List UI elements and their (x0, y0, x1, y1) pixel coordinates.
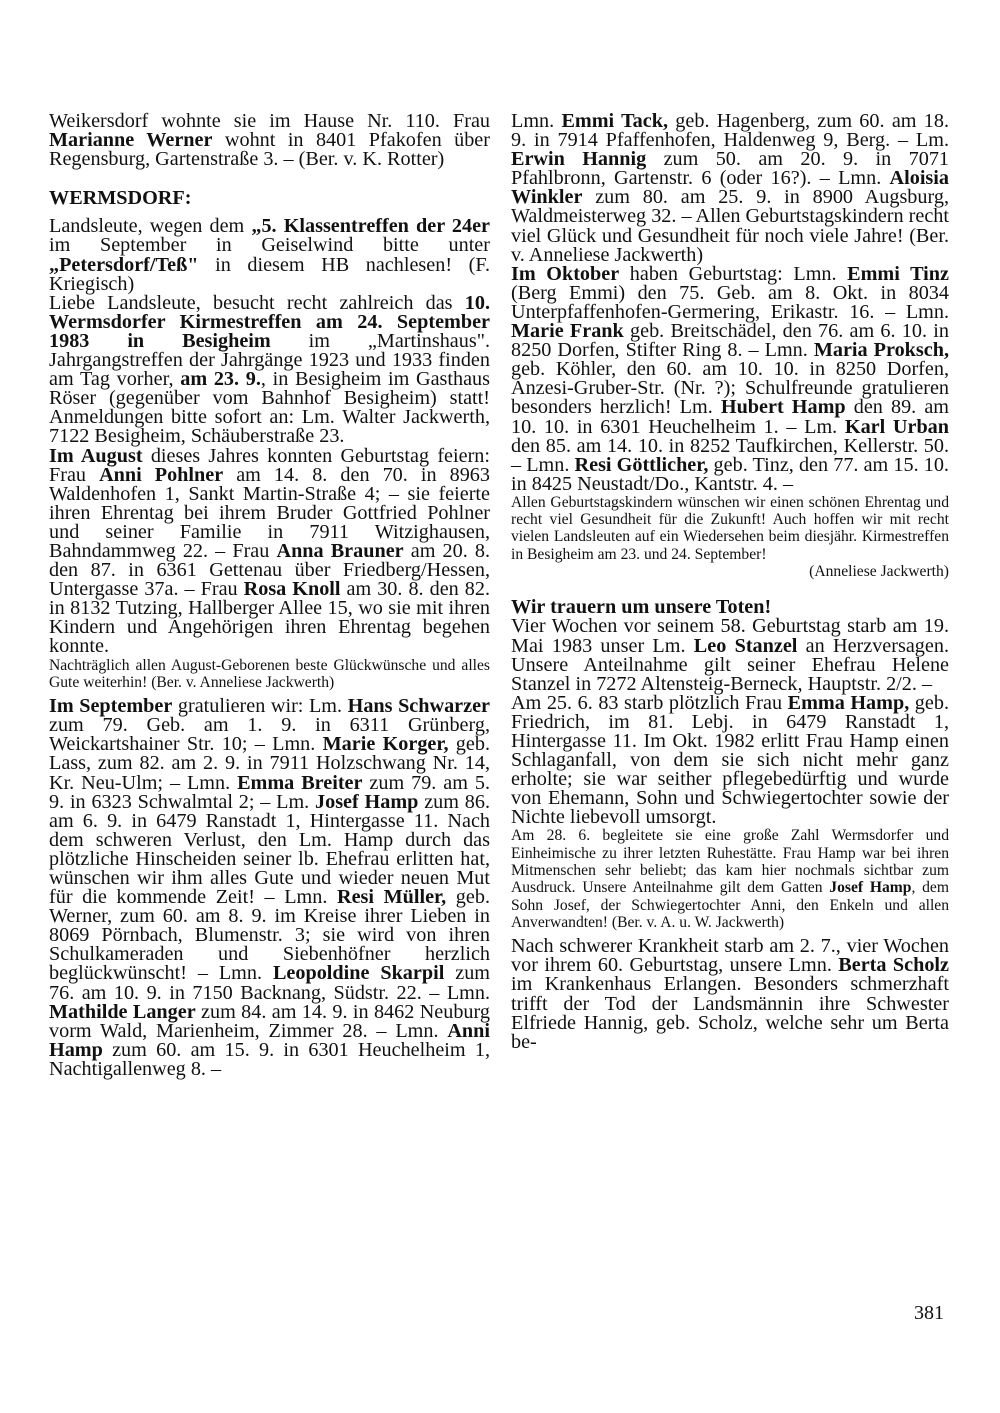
article-paragraph: Im August dieses Jahres konnten Geburtstag feiern: Frau Anni Pohlner am 14. 8. den 70. in 8963 Waldenhofen 1, Sankt Martin-Straße 4; – sie feierte ihren Ehrentag bei ihrem Bruder Gottfried Pohlner und seiner Familie in 7911 Witzighausen, Bahndammweg 22. – Frau Anna Brauner am 20. 8. den 87. in 6361 Gettenau über Friedberg/Hessen, Untergasse 37a. – Frau Rosa Knoll am 30. 8. den 82. in 8132 Tutzing, Hallberger Allee 15, wo sie mit ihren Kindern und Angehörigen ihren Ehrentag begehen konnte. (49, 444, 491, 658)
page-number: 381 (914, 1302, 944, 1324)
right-column (511, 112, 949, 1052)
author-signature: (Anneliese Jackwerth) (809, 563, 949, 581)
article-paragraph: Lmn. Emmi Tack, geb. Hagenberg, zum 60. am 18. 9. in 7914 Pfaffenhofen, Haldenweg 9, Berg. – Lm. Erwin Hannig zum 50. am 20. 9. in 7071 Pfahlbronn, Gartenstr. 6 (oder 16?). – Lmn. Aloisia Winkler zum 80. am 25. 9. in 8900 Augsburg, Waldmeisterweg 32. – Allen Geburtstagskindern recht viel Glück und Gesundheit für noch viele Jahre! (Ber. v. Anneliese Jackwerth) (511, 110, 950, 266)
section-heading-wermsdorf: WERMSDORF: (49, 187, 192, 210)
article-paragraph: Im Oktober haben Geburtstag: Lmn. Emmi Tinz (Berg Emmi) den 75. Geb. am 8. Okt. in 8034 Unterpfaffenhofen-Germering, Erikastr. 16. – Lmn. Marie Frank geb. Breitschädel, den 76. am 6. 10. in 8250 Dorfen, Stifter Ring 8. – Lmn. Maria Proksch, geb. Köhler, den 60. am 10. 10. in 8250 Dorfen, Anzesi-Gruber-Str. (Nr. ?); Schulfreunde gratulieren besonders herzlich! Lm. Hubert Hamp den 89. am 10. 10. in 6301 Heuchelheim 1. – Lm. Karl Urban den 85. am 14. 10. in 8252 Taufkirchen, Kellerstr. 50. – Lmn. Resi Göttlicher, geb. Tinz, den 77. am 15. 10. in 8425 Neustadt/Do., Kantstr. 4. – (511, 262, 950, 495)
left-column (49, 112, 490, 1079)
article-paragraph: Liebe Landsleute, besucht recht zahlreich das 10. Wermsdorfer Kirmestreffen am 24. September 1983 in Besigheim im „Martinshaus". Jahrgangstreffen der Jahrgänge 1923 und 1933 finden am Tag vorher, am 23. 9., in Besigheim im Gasthaus Röser (gegenüber vom Bahnhof Besigheim) statt! Anmeldungen bitte sofort an: Lm. Walter Jackwerth, 7122 Besigheim, Schäuberstraße 23. (49, 291, 490, 448)
article-paragraph: Am 25. 6. 83 starb plötzlich Frau Emma Hamp, geb. Friedrich, im 81. Lebj. in 6479 Ranstadt 1, Hintergasse 11. Im Okt. 1982 erlitt Frau Hamp einen Schlaganfall, von dem sie sich nicht mehr ganz erholte; sie war seither pflegebedürftig und wurde von Ehemann, Sohn und Schwiegertochter sowie der Nichte liebevoll umsorgt. (511, 691, 949, 829)
article-note: Nachträglich allen August-Geborenen beste Glückwünsche und alles Gute weiterhin! (Ber. v. Anneliese Jackwerth) (49, 656, 490, 691)
article-paragraph: Vier Wochen vor seinem 58. Geburtstag starb am 19. Mai 1983 unser Lm. Leo Stanzel an Herzversagen. Unsere Anteilnahme gilt seiner Ehefrau Helene Stanzel in 7272 Altensteig-Berneck, Hauptstr. 2/2. – (511, 615, 949, 695)
article-note: Am 28. 6. begleitete sie eine große Zahl Wermsdorfer und Einheimische zu ihrer letzten Ruhestätte. Frau Hamp war bei ihren Mitmenschen sehr beliebt; das kam hier nochmals sichtbar zum Ausdruck. Unsere Anteilnahme gilt dem Gatten Josef Hamp, dem Sohn Josef, der Schwiegertochter Anni, den Enkeln und allen Anverwandten! (Ber. v. A. u. W. Jackwerth) (511, 827, 949, 931)
article-note: Allen Geburtstagskindern wünschen wir einen schönen Ehrentag und recht viel Gesundheit für die Zukunft! Auch hoffen wir mit recht vielen Landsleuten auf ein Wiedersehen beim diesjähr. Kirmestreffen in Besigheim am 23. und 24. September! (511, 493, 949, 563)
article-paragraph: Nach schwerer Krankheit starb am 2. 7., vier Wochen vor ihrem 60. Geburtstag, unsere Lmn. Berta Scholz im Krankenhaus Erlangen. Besonders schmerzhaft trifft der Tod der Landsmännin ihre Schwester Elfriede Hannig, geb. Scholz, welche sehr um Berta be- (511, 935, 950, 1053)
article-paragraph: Weikersdorf wohnte sie im Hause Nr. 110. Frau Marianne Werner wohnt in 8401 Pfakofen über Regensburg, Gartenstraße 3. – (Ber. v. K. Rotter) (49, 110, 490, 171)
article-paragraph: Landsleute, wegen dem „5. Klassentreffen der 24er im September in Geiselwind bitte unter „Petersdorf/Teß" in diesem HB nachlesen! (F. Kriegisch) (49, 215, 490, 295)
section-heading-trauern: Wir trauern um unsere Toten! (511, 596, 772, 619)
article-paragraph: Im September gratulieren wir: Lm. Hans Schwarzer zum 79. Geb. am 1. 9. in 6311 Grünberg, Weickartshainer Str. 10; – Lmn. Marie Korger, geb. Lass, zum 82. am 2. 9. in 7911 Holzschwang Nr. 14, Kr. Neu-Ulm; – Lmn. Emma Breiter zum 79. am 5. 9. in 6323 Schwalmtal 2; – Lm. Josef Hamp zum 86. am 6. 9. in 6479 Ranstadt 1, Hintergasse 11. Nach dem schweren Verlust, den Lm. Hamp durch das plötzliche Hinscheiden seiner lb. Ehefrau erlitten hat, wünschen wir ihm alles Gute und wieder neuen Mut für die kommende Zeit! – Lmn. Resi Müller, geb. Werner, zum 60. am 8. 9. im Kreise ihrer Lieben in 8069 Pörnbach, Blumenstr. 3; sie wird von ihren Schulkameraden und Siebenhöfner herzlich beglückwünscht! – Lmn. Leopoldine Skarpil zum 76. am 10. 9. in 7150 Backnang, Südstr. 22. – Lmn. Mathilde Langer zum 84. am 14. 9. in 8462 Neuburg vorm Wald, Marienheim, Zimmer 28. – Lmn. Anni Hamp zum 60. am 15. 9. in 6301 Heuchelheim 1, Nachtigallenweg 8. – (49, 695, 491, 1080)
